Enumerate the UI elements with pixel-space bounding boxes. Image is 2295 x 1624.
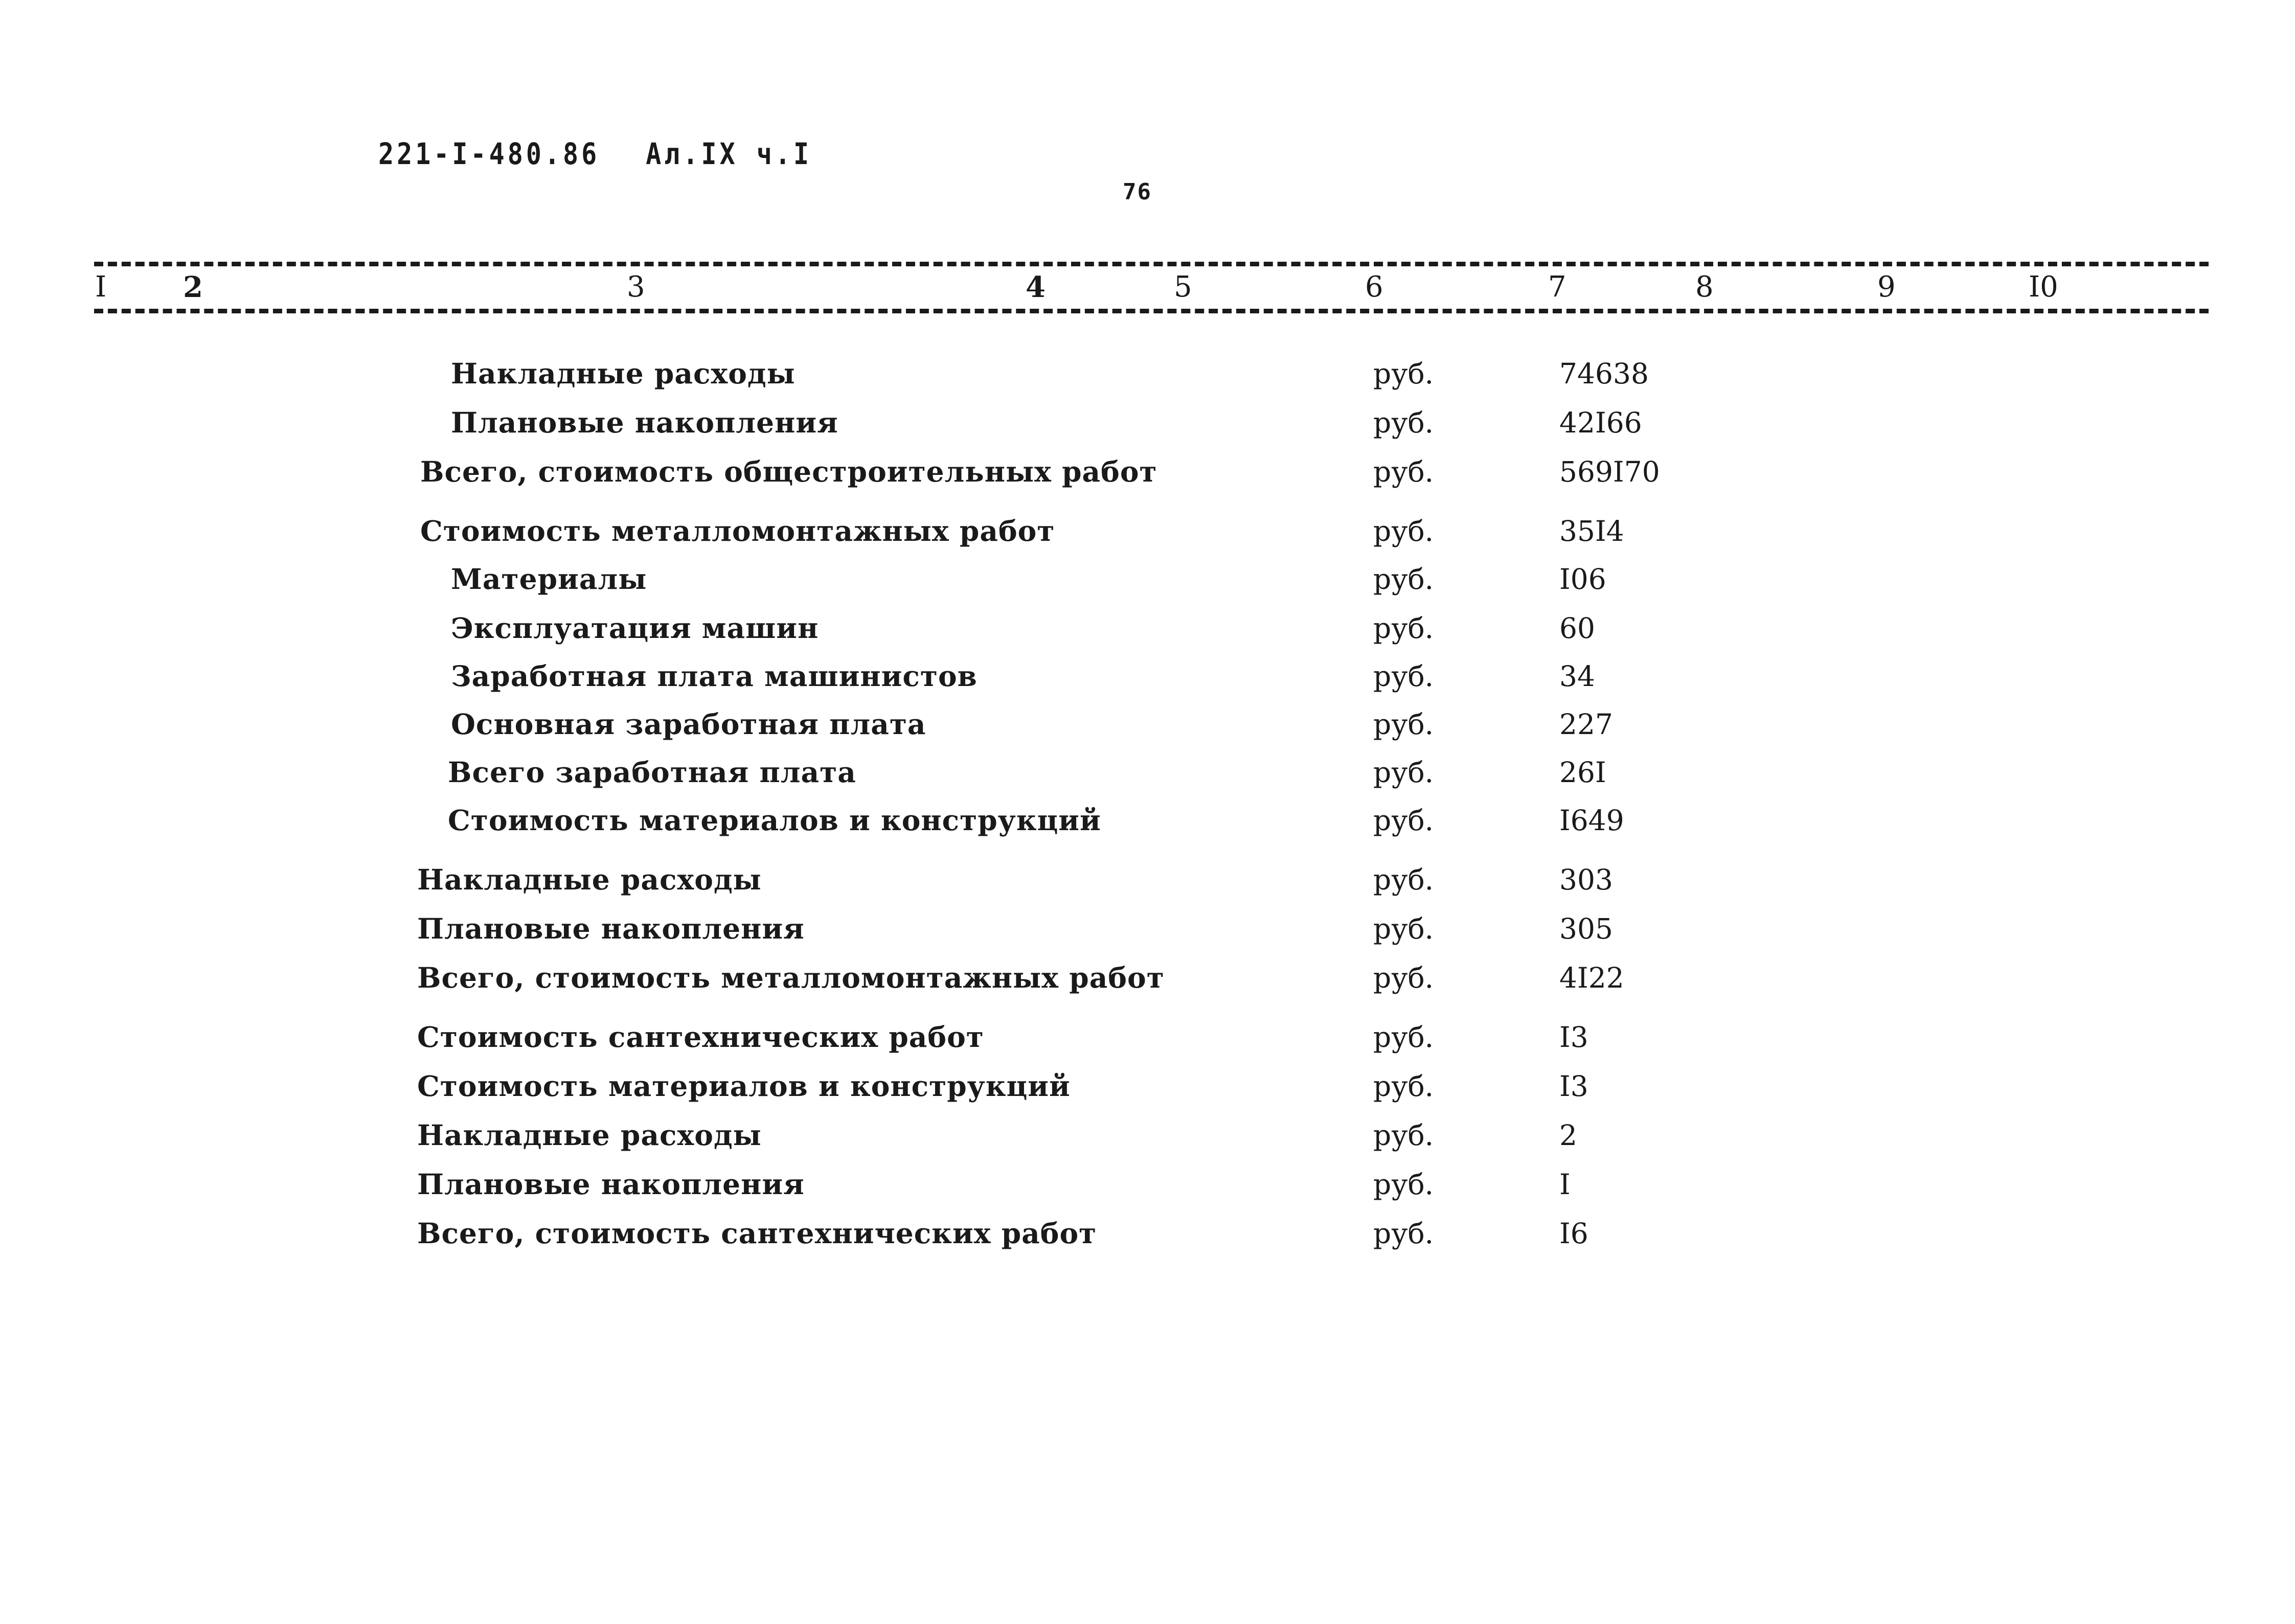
row-label: Плановые накопления: [451, 406, 838, 439]
row-unit: руб.: [1373, 1168, 1434, 1201]
row-value: 42I66: [1559, 406, 1642, 439]
row-unit: руб.: [1373, 1070, 1434, 1103]
column-header-1: I: [95, 270, 107, 304]
document-code-number: 221-I-480.86: [378, 137, 600, 171]
row-unit: руб.: [1373, 708, 1434, 741]
row-unit: руб.: [1373, 563, 1434, 596]
row-value: 60: [1559, 612, 1595, 645]
row-label: Всего заработная плата: [448, 756, 856, 789]
row-value: I06: [1559, 563, 1606, 596]
table-header-bottom-rule: [94, 309, 2209, 313]
row-label: Эксплуатация машин: [451, 611, 819, 645]
row-value: I: [1559, 1168, 1571, 1201]
row-unit: руб.: [1373, 1217, 1434, 1250]
row-value: 74638: [1559, 357, 1649, 390]
row-label: Стоимость металломонтажных работ: [420, 514, 1055, 547]
row-value: 2: [1559, 1119, 1577, 1152]
row-label: Накладные расходы: [451, 357, 796, 390]
row-unit: руб.: [1373, 912, 1434, 945]
row-label: Стоимость материалов и конструкций: [448, 804, 1101, 837]
column-header-2: 2: [183, 270, 203, 304]
row-label: Всего, стоимость металломонтажных работ: [417, 961, 1165, 994]
row-unit: руб.: [1373, 515, 1434, 547]
row-label: Плановые накопления: [417, 912, 805, 945]
row-value: 305: [1559, 912, 1613, 945]
column-header-10: I0: [2029, 270, 2058, 304]
row-label: Всего, стоимость общестроительных работ: [420, 455, 1157, 488]
row-value: 26I: [1559, 756, 1606, 789]
row-label: Накладные расходы: [417, 863, 762, 896]
row-value: 569I70: [1559, 455, 1660, 488]
row-value: 34: [1559, 660, 1595, 693]
table-header-top-rule: [94, 262, 2209, 266]
row-unit: руб.: [1373, 406, 1434, 439]
column-header-6: 6: [1365, 270, 1383, 304]
row-label: Заработная плата машинистов: [451, 659, 978, 693]
row-unit: руб.: [1373, 357, 1434, 390]
row-unit: руб.: [1373, 962, 1434, 994]
row-value: I6: [1559, 1217, 1588, 1250]
row-unit: руб.: [1373, 863, 1434, 896]
row-unit: руб.: [1373, 756, 1434, 789]
row-value: 227: [1559, 708, 1613, 741]
row-value: 4I22: [1559, 962, 1624, 994]
sheet-reference: Ал.IX ч.I: [646, 137, 812, 171]
row-value: I649: [1559, 804, 1624, 837]
row-value: I3: [1559, 1021, 1588, 1054]
row-value: 35I4: [1559, 515, 1624, 547]
row-label: Накладные расходы: [417, 1118, 762, 1152]
row-label: Плановые накопления: [417, 1168, 805, 1201]
row-unit: руб.: [1373, 1021, 1434, 1054]
page-number: 76: [1123, 179, 1152, 205]
row-value: 303: [1559, 863, 1613, 896]
row-unit: руб.: [1373, 612, 1434, 645]
column-header-3: 3: [627, 270, 645, 304]
row-value: I3: [1559, 1070, 1588, 1103]
row-unit: руб.: [1373, 660, 1434, 693]
row-label: Материалы: [451, 562, 647, 596]
column-header-7: 7: [1548, 270, 1566, 304]
column-header-4: 4: [1026, 270, 1046, 304]
column-header-9: 9: [1877, 270, 1896, 304]
row-label: Основная заработная плата: [451, 707, 926, 741]
row-label: Всего, стоимость сантехнических работ: [417, 1217, 1097, 1250]
row-unit: руб.: [1373, 1119, 1434, 1152]
row-label: Стоимость материалов и конструкций: [417, 1069, 1071, 1103]
row-label: Стоимость сантехнических работ: [417, 1020, 984, 1054]
document-code: [378, 137, 812, 171]
row-unit: руб.: [1373, 804, 1434, 837]
row-unit: руб.: [1373, 455, 1434, 488]
column-header-8: 8: [1695, 270, 1714, 304]
column-header-5: 5: [1174, 270, 1192, 304]
